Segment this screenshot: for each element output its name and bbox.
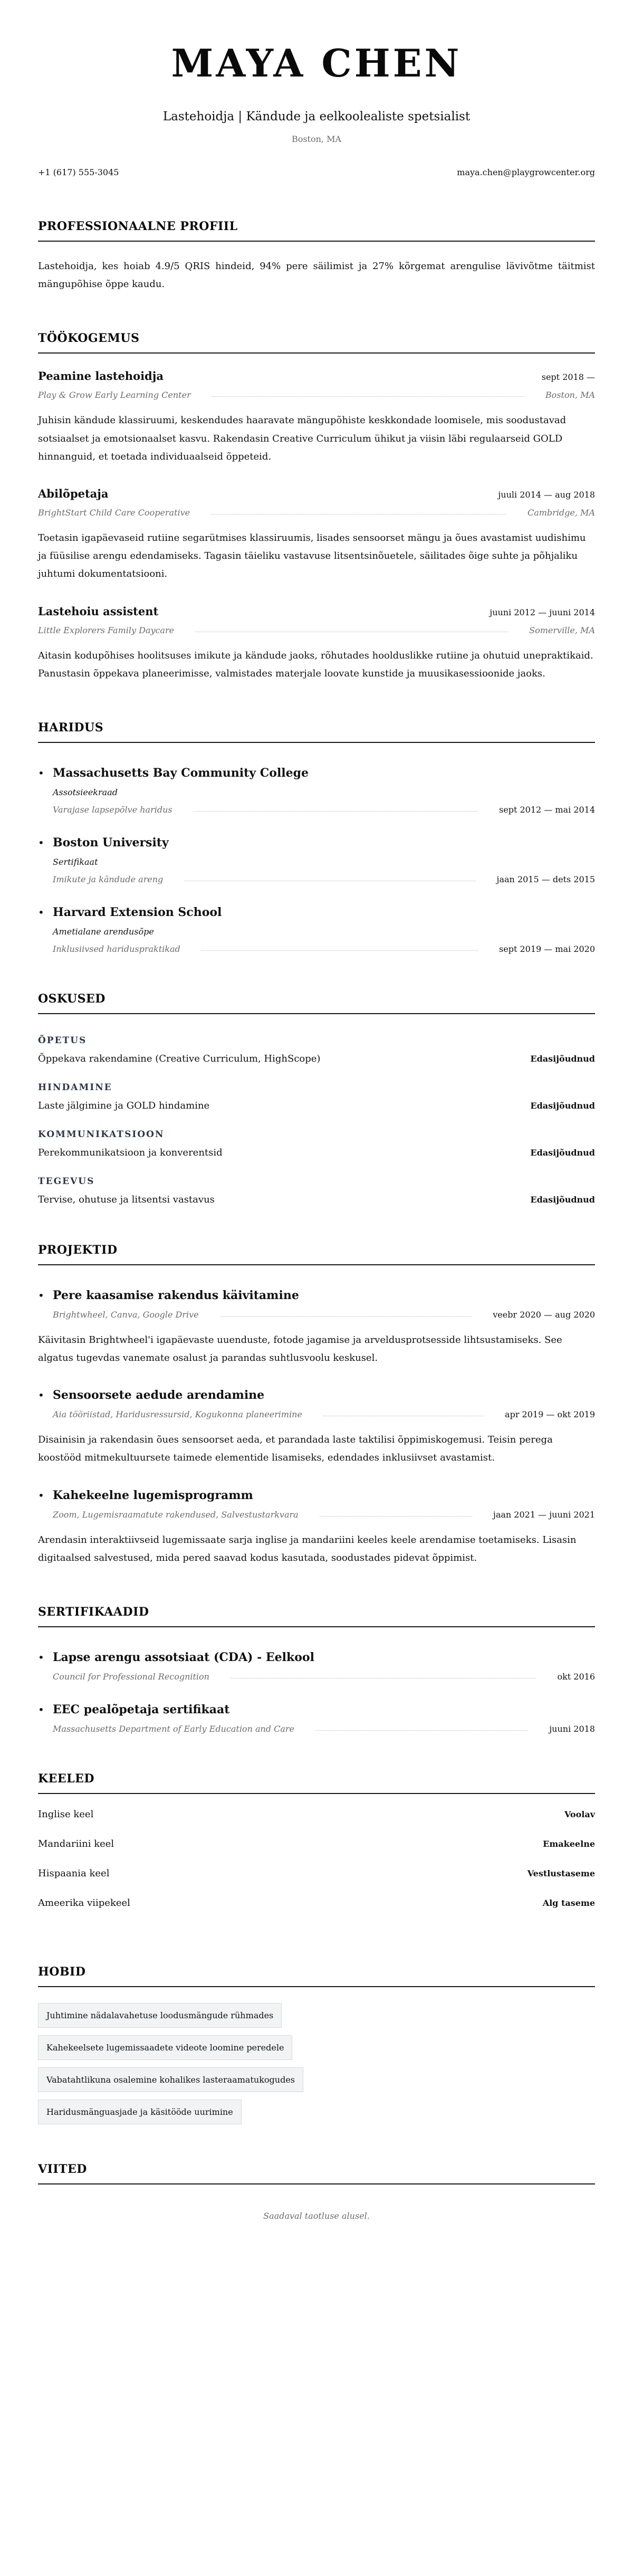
certification-date: okt 2016 bbox=[557, 1672, 595, 1682]
phone-number[interactable]: +1 (617) 555-3045 bbox=[38, 167, 119, 177]
project-title: Pere kaasamise rakendus käivitamine bbox=[53, 1288, 299, 1302]
bullet-icon: • bbox=[38, 1703, 44, 1716]
references-note: Saadaval taotluse alusel. bbox=[263, 2211, 370, 2221]
experience-item bbox=[38, 369, 595, 466]
job-dates: juuni 2012 — juuni 2014 bbox=[490, 607, 595, 617]
skill-group bbox=[38, 1176, 595, 1205]
project-title: Kahekeelne lugemisprogramm bbox=[53, 1488, 253, 1502]
language-level: Emakeelne bbox=[543, 1839, 595, 1849]
section-heading-languages: KEELED bbox=[38, 1772, 595, 1794]
hobby-tag: Haridusmänguasjade ja käsitööde uurimine bbox=[38, 2100, 242, 2124]
project-tools: Brightwheel, Canva, Google Drive bbox=[53, 1309, 199, 1320]
language-item bbox=[38, 1868, 595, 1897]
employer-name: BrightStart Child Care Cooperative bbox=[38, 507, 190, 518]
project-item bbox=[38, 1388, 595, 1467]
hobbies-section bbox=[38, 1965, 595, 2124]
email-link[interactable]: maya.chen@playgrowcenter.org bbox=[457, 167, 595, 177]
project-title: Sensoorsete aedude arendamine bbox=[53, 1388, 265, 1403]
language-name: Mandariini keel bbox=[38, 1838, 114, 1849]
degree-type: Sertifikaat bbox=[53, 856, 98, 867]
school-name: Massachusetts Bay Community College bbox=[53, 766, 309, 780]
language-list bbox=[38, 1809, 595, 1927]
skill-name: Laste jälgimine ja GOLD hindamine bbox=[38, 1100, 210, 1111]
field-of-study: Inklusiivsed hariduspraktikad bbox=[53, 943, 180, 954]
references-section bbox=[38, 2162, 595, 2274]
project-item bbox=[38, 1289, 595, 1367]
skill-name: Õppekava rakendamine (Creative Curriculum, HighScope) bbox=[38, 1053, 321, 1064]
school-name: Harvard Extension School bbox=[53, 905, 222, 919]
education-section bbox=[38, 721, 595, 954]
section-heading-projects: PROJEKTID bbox=[38, 1243, 595, 1265]
certification-issuer: Council for Professional Recognition bbox=[53, 1672, 209, 1682]
section-heading-profile: PROFESSIONAALNE PROFIIL bbox=[38, 220, 595, 242]
job-dates: sept 2018 — bbox=[541, 372, 595, 383]
hobby-tag: Juhtimine nädalavahetuse loodusmängude rühmades bbox=[38, 2003, 282, 2028]
skill-group bbox=[38, 1082, 595, 1111]
contact-row bbox=[38, 167, 595, 177]
certification-issuer: Massachusetts Department of Early Education and Care bbox=[53, 1724, 295, 1734]
language-item bbox=[38, 1897, 595, 1927]
skill-category: ÕPETUS bbox=[38, 1035, 87, 1046]
skill-group bbox=[38, 1035, 595, 1064]
job-title: Peamine lastehoidja bbox=[38, 369, 164, 383]
language-name: Ameerika viipekeel bbox=[38, 1897, 130, 1909]
language-level: Voolav bbox=[564, 1809, 595, 1819]
project-tools: Aia tööriistad, Haridusressursid, Kogukonna planeerimine bbox=[53, 1409, 302, 1420]
dotted-leader bbox=[212, 396, 524, 397]
skill-category: HINDAMINE bbox=[38, 1082, 112, 1093]
bullet-icon: • bbox=[38, 1651, 44, 1664]
language-name: Inglise keel bbox=[38, 1809, 94, 1820]
employer-name: Little Explorers Family Daycare bbox=[38, 625, 175, 635]
bullet-icon: • bbox=[38, 905, 44, 919]
hobby-tag: Kahekeelsete lugemissaadete videote loomine peredele bbox=[38, 2035, 292, 2060]
candidate-title: Lastehoidja | Kändude ja eelkoolealiste spetsialist bbox=[162, 110, 471, 123]
project-description: Disainisin ja rakendasin õues sensoorset aeda, et parandada laste taktilisi õppimiskogemusi. Teisin perega koostööd mitmekultuursete taimede elementide lisamiseks, edendades inklusiivset avastamist. bbox=[38, 1434, 553, 1464]
employer-name: Play & Grow Early Learning Center bbox=[38, 390, 191, 400]
job-location: Cambridge, MA bbox=[527, 507, 595, 518]
experience-section bbox=[38, 331, 595, 683]
language-item bbox=[38, 1809, 595, 1838]
skill-level: Edasijõudnud bbox=[530, 1100, 595, 1111]
dotted-leader bbox=[315, 1730, 528, 1731]
skill-name: Perekommunikatsioon ja konverentsid bbox=[38, 1147, 223, 1158]
bullet-icon: • bbox=[38, 1289, 44, 1302]
section-heading-hobbies: HOBID bbox=[38, 1965, 595, 1987]
education-item bbox=[38, 836, 595, 884]
skills-section bbox=[38, 992, 595, 1205]
certification-title: Lapse arengu assotsiaat (CDA) - Eelkool bbox=[53, 1650, 314, 1664]
job-description: Juhisin kändude klassiruumi, keskendudes haaravate mängupõhiste keskkondade loomisele, mis soodustavad sotsiaalset ja emotsionaalset kasvu. Rakendasin Creative Curriculum ühikut ja viisin läbi regulaarseid GOLD hinnanguid, et toetada individuaalseid õppeteid. bbox=[38, 415, 567, 462]
certification-item bbox=[38, 1703, 595, 1734]
job-location: Boston, MA bbox=[545, 390, 595, 400]
education-item bbox=[38, 766, 595, 815]
dotted-leader bbox=[202, 950, 478, 951]
experience-item bbox=[38, 605, 595, 683]
job-description: Toetasin igapäevaseid rutiine segarütmises klassiruumis, lisades sensoorset mängu ja õues avastamist uudishimu ja füüsilise arengu edendamiseks. Tagasin täieliku vastavuse litsentsinõuetele, säilitades õige suhte ja põhjaliku juhtumi dokumentatsiooni. bbox=[38, 532, 586, 580]
skill-category: KOMMUNIKATSIOON bbox=[38, 1129, 165, 1140]
education-dates: sept 2019 — mai 2020 bbox=[499, 943, 595, 954]
degree-type: Ametialane arendusõpe bbox=[53, 926, 154, 937]
language-item bbox=[38, 1838, 595, 1868]
job-title: Lastehoiu assistent bbox=[38, 604, 159, 618]
bullet-icon: • bbox=[38, 836, 44, 849]
education-dates: jaan 2015 — dets 2015 bbox=[496, 874, 595, 884]
skill-level: Edasijõudnud bbox=[530, 1147, 595, 1158]
job-description: Aitasin kodupõhises hoolitsuses imikute ja kändude jaoks, rõhutades hoolduslikke rutiine ja ohutuid unepraktikaid. Panustasin õppekava planeerimisse, valmistades materjale loovate kunstide ja muusikasessioonide jaoks. bbox=[38, 650, 593, 679]
profile-summary: Lastehoidja, kes hoiab 4.9/5 QRIS hindeid, 94% pere säilimist ja 27% kõrgemat arengulise lävivõtme täitmist mängupõhise õppe kaudu. bbox=[38, 261, 595, 290]
project-description: Arendasin interaktiivseid lugemissaate sarja inglise ja mandariini keeles keele arendamise toetamiseks. Lisasin digitaalsed salvestused, mida pered saavad kodus kasutada, soodustades pidevat õppimist. bbox=[38, 1534, 577, 1563]
project-tools: Zoom, Lugemisraamatute rakendused, Salvestustarkvara bbox=[53, 1509, 299, 1520]
skill-category: TEGEVUS bbox=[38, 1176, 95, 1187]
candidate-name: MAYA CHEN bbox=[171, 41, 462, 85]
section-heading-skills: OSKUSED bbox=[38, 992, 595, 1014]
certification-title: EEC pealõpetaja sertifikaat bbox=[53, 1703, 230, 1716]
certification-date: juuni 2018 bbox=[549, 1724, 595, 1734]
candidate-location: Boston, MA bbox=[291, 134, 342, 144]
section-heading-experience: TÖÖKOGEMUS bbox=[38, 331, 595, 354]
bullet-icon: • bbox=[38, 1389, 44, 1402]
projects-section bbox=[38, 1243, 595, 1567]
hobby-list bbox=[38, 2003, 595, 2124]
education-item bbox=[38, 905, 595, 954]
section-heading-certifications: SERTIFIKAADID bbox=[38, 1605, 595, 1627]
language-name: Hispaania keel bbox=[38, 1868, 110, 1879]
hobby-tag: Vabatahtlikuna osalemine kohalikes lasteraamatukogudes bbox=[38, 2067, 303, 2092]
project-dates: veebr 2020 — aug 2020 bbox=[493, 1309, 595, 1320]
job-title: Abilõpetaja bbox=[38, 486, 109, 500]
bullet-icon: • bbox=[38, 1489, 44, 1502]
project-dates: jaan 2021 — juuni 2021 bbox=[493, 1509, 595, 1520]
skill-group bbox=[38, 1129, 595, 1158]
school-name: Boston University bbox=[53, 835, 169, 850]
job-location: Somerville, MA bbox=[529, 625, 595, 635]
section-heading-references: VIITED bbox=[38, 2162, 595, 2184]
languages-section bbox=[38, 1772, 595, 1927]
skill-level: Edasijõudnud bbox=[530, 1194, 595, 1205]
project-item bbox=[38, 1489, 595, 1567]
project-dates: apr 2019 — okt 2019 bbox=[505, 1409, 595, 1420]
dotted-leader bbox=[194, 811, 478, 812]
skill-name: Tervise, ohutuse ja litsentsi vastavus bbox=[38, 1194, 215, 1205]
degree-type: Assotsieekraad bbox=[53, 787, 118, 797]
certifications-section bbox=[38, 1605, 595, 1734]
education-dates: sept 2012 — mai 2014 bbox=[499, 804, 595, 815]
experience-item bbox=[38, 487, 595, 584]
certification-item bbox=[38, 1650, 595, 1682]
resume-header bbox=[38, 0, 595, 177]
project-description: Käivitasin Brightwheel'i igapäevaste uuenduste, fotode jagamise ja arveldusprotsesside lihtsustamiseks. See algatus tugevdas vanemate osalust ja parandas suhtlusvoolu keskusel. bbox=[38, 1334, 562, 1364]
profile-section bbox=[38, 220, 595, 293]
section-heading-education: HARIDUS bbox=[38, 721, 595, 743]
field-of-study: Imikute ja kändude areng bbox=[53, 874, 164, 884]
skill-level: Edasijõudnud bbox=[530, 1053, 595, 1064]
field-of-study: Varajase lapsepõlve haridus bbox=[53, 804, 172, 815]
language-level: Vestlustaseme bbox=[527, 1868, 595, 1878]
bullet-icon: • bbox=[38, 766, 44, 779]
job-dates: juuli 2014 — aug 2018 bbox=[498, 489, 595, 500]
language-level: Alg taseme bbox=[542, 1898, 595, 1908]
